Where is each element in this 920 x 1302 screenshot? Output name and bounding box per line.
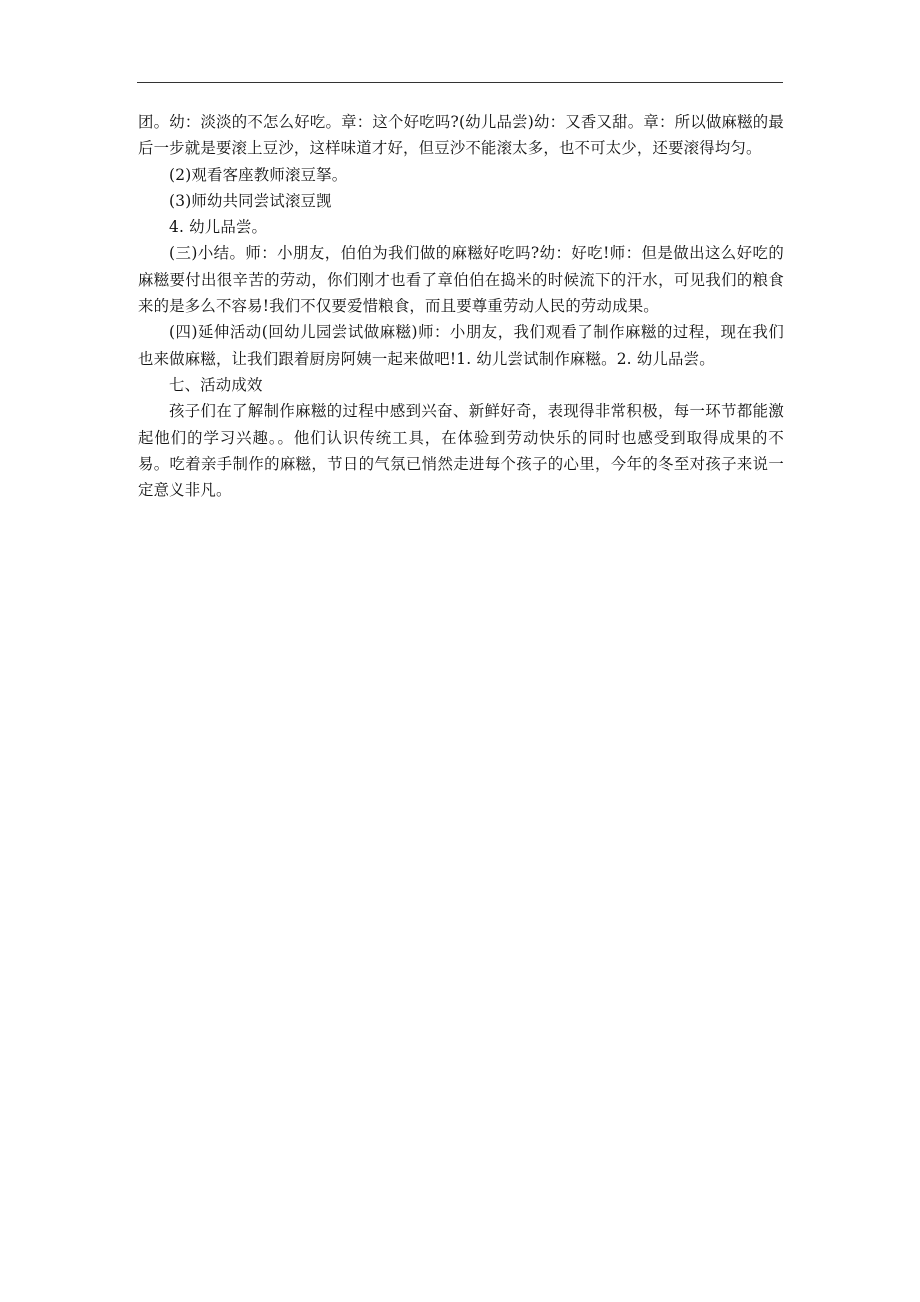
paragraph-extension-activity: (四)延伸活动(回幼儿园尝试做麻糍)师：小朋友，我们观看了制作麻糍的过程，现在我们也来做麻糍，让我们跟着厨房阿姨一起来做吧!1. 幼儿尝试制作麻糍。2. 幼儿品尝。 — [138, 323, 784, 368]
paragraph-step-2: (2)观看客座教师滚豆拏。 — [169, 165, 348, 184]
paragraph-activity-results: 孩子们在了解制作麻糍的过程中感到兴奋、新鲜好奇，表现得非常积极，每一环节都能激起他们的学习兴趣。。他们认识传统工具，在体验到劳动快乐的同时也感受到取得成果的不易。吃着亲手制作的麻糍，节日的气氛已悄然走进每个孩子的心里，今年的冬至对孩子来说一定意义非凡。 — [138, 402, 784, 500]
paragraph-step-4: 4. 幼儿品尝。 — [169, 218, 268, 237]
paragraph-continuation: 团。幼：淡淡的不怎么好吃。章：这个好吃吗?(幼儿品尝)幼：又香又甜。章：所以做麻糍的最后一步就是要滚上豆沙，这样味道才好，但豆沙不能滚太多，也不可太少，还要滚得均匀。 — [138, 113, 784, 158]
header-rule — [137, 82, 783, 83]
paragraph-step-3: (3)师幼共同尝试滚豆觊 — [169, 191, 332, 210]
paragraph-summary: (三)小结。师：小朋友，伯伯为我们做的麻糍好吃吗?幼：好吃!师：但是做出这么好吃的麻糍要付出很辛苦的劳动，你们刚才也看了章伯伯在捣米的时候流下的汗水，可见我们的粮食来的是多么不容易!我们不仅要爱惜粮食，而且要尊重劳动人民的劳动成果。 — [138, 244, 784, 316]
document-body — [138, 109, 784, 503]
section-heading-activity-results: 七、活动成效 — [169, 375, 263, 394]
